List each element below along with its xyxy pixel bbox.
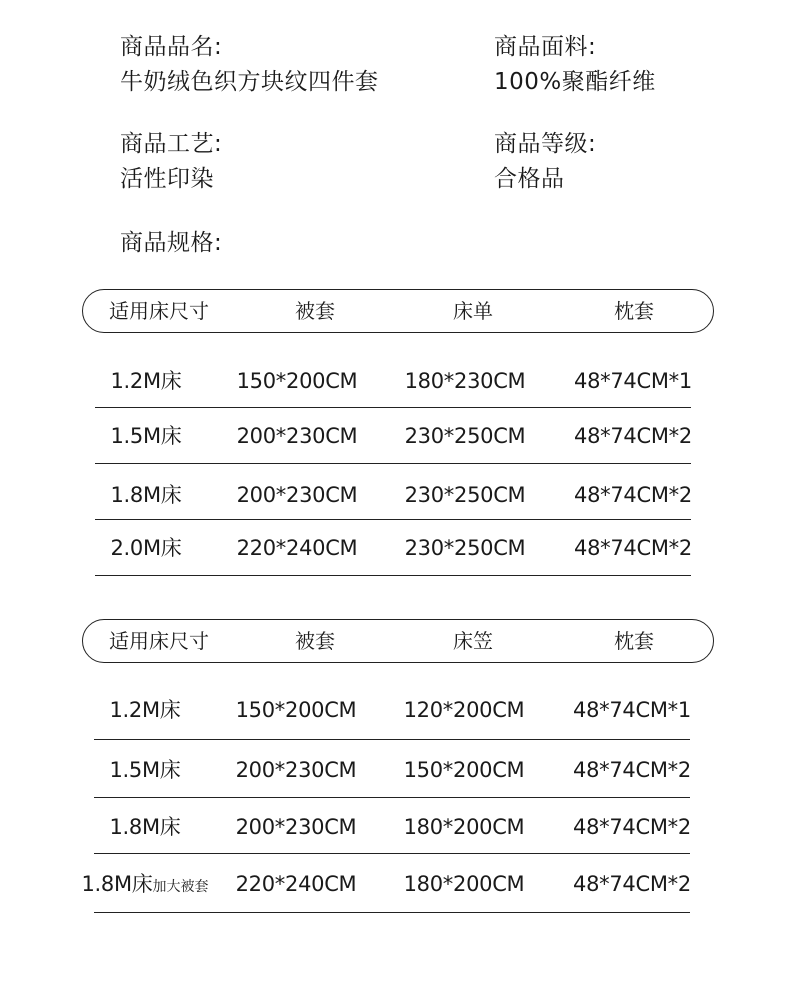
row-divider	[94, 739, 690, 740]
cell-size: 1.5M床	[109, 758, 181, 782]
cell-pillow: 48*74CM*2	[573, 815, 691, 839]
product-craft-value: 活性印染	[120, 166, 214, 192]
row-divider	[94, 853, 690, 854]
cell-fitted-sheet: 180*200CM	[403, 872, 525, 896]
product-grade	[494, 129, 596, 194]
cell-sheet: 230*250CM	[404, 424, 526, 448]
cell-size: 1.8M床	[109, 815, 181, 839]
cell-duvet: 220*240CM	[235, 872, 357, 896]
table-row	[0, 864, 790, 904]
table1-header-pillow: 枕套	[614, 299, 654, 323]
table2-header-fitted-sheet: 床笠	[453, 629, 493, 653]
table-row	[0, 750, 790, 790]
table-row	[0, 416, 790, 456]
cell-size: 1.2M床	[109, 698, 181, 722]
table2-header-duvet: 被套	[295, 629, 335, 653]
cell-pillow: 48*74CM*2	[573, 872, 691, 896]
cell-sheet: 230*250CM	[404, 536, 526, 560]
product-material	[494, 32, 656, 97]
cell-size: 1.5M床	[110, 424, 182, 448]
row-divider	[95, 519, 691, 520]
cell-pillow: 48*74CM*1	[573, 698, 691, 722]
cell-duvet: 200*230CM	[235, 815, 357, 839]
product-grade-label: 商品等级:	[494, 131, 597, 157]
cell-pillow: 48*74CM*2	[574, 424, 692, 448]
cell-pillow: 48*74CM*2	[574, 483, 692, 507]
product-name	[120, 32, 379, 97]
product-craft	[120, 129, 222, 194]
row-divider	[95, 575, 691, 576]
cell-pillow: 48*74CM*1	[574, 369, 692, 393]
cell-duvet: 200*230CM	[236, 483, 358, 507]
row-divider	[95, 407, 691, 408]
table1-header-sheet: 床单	[453, 299, 493, 323]
cell-duvet: 150*200CM	[236, 369, 358, 393]
table2-header	[82, 619, 714, 663]
cell-fitted-sheet: 180*200CM	[403, 815, 525, 839]
product-craft-label: 商品工艺:	[120, 131, 223, 157]
product-material-label: 商品面料:	[494, 34, 597, 60]
table-row	[0, 361, 790, 401]
product-spec	[120, 228, 222, 258]
cell-size-note: 加大被套	[152, 879, 209, 895]
cell-fitted-sheet: 150*200CM	[403, 758, 525, 782]
row-divider	[94, 797, 690, 798]
cell-size	[81, 864, 208, 907]
cell-duvet: 150*200CM	[235, 698, 357, 722]
table2-header-size: 适用床尺寸	[109, 629, 209, 653]
cell-size: 1.8M床	[110, 483, 182, 507]
table2-header-pillow: 枕套	[614, 629, 654, 653]
product-material-value: 100%聚酯纤维	[494, 69, 656, 95]
table-row	[0, 475, 790, 515]
product-grade-value: 合格品	[494, 166, 565, 192]
row-divider	[94, 912, 690, 913]
cell-duvet: 200*230CM	[236, 424, 358, 448]
cell-duvet: 200*230CM	[235, 758, 357, 782]
product-name-label: 商品品名:	[120, 34, 223, 60]
table-row	[0, 690, 790, 730]
cell-size-main: 1.8M床	[81, 872, 153, 896]
table1-header	[82, 289, 714, 333]
table-row	[0, 528, 790, 568]
cell-sheet: 180*230CM	[404, 369, 526, 393]
cell-size: 1.2M床	[110, 369, 182, 393]
table1-header-duvet: 被套	[295, 299, 335, 323]
row-divider	[95, 463, 691, 464]
cell-pillow: 48*74CM*2	[574, 536, 692, 560]
cell-pillow: 48*74CM*2	[573, 758, 691, 782]
product-name-value: 牛奶绒色织方块纹四件套	[120, 69, 379, 95]
table1-header-size: 适用床尺寸	[109, 299, 209, 323]
cell-fitted-sheet: 120*200CM	[403, 698, 525, 722]
product-spec-label: 商品规格:	[120, 230, 223, 256]
cell-sheet: 230*250CM	[404, 483, 526, 507]
cell-size: 2.0M床	[110, 536, 182, 560]
cell-duvet: 220*240CM	[236, 536, 358, 560]
table-row	[0, 807, 790, 847]
